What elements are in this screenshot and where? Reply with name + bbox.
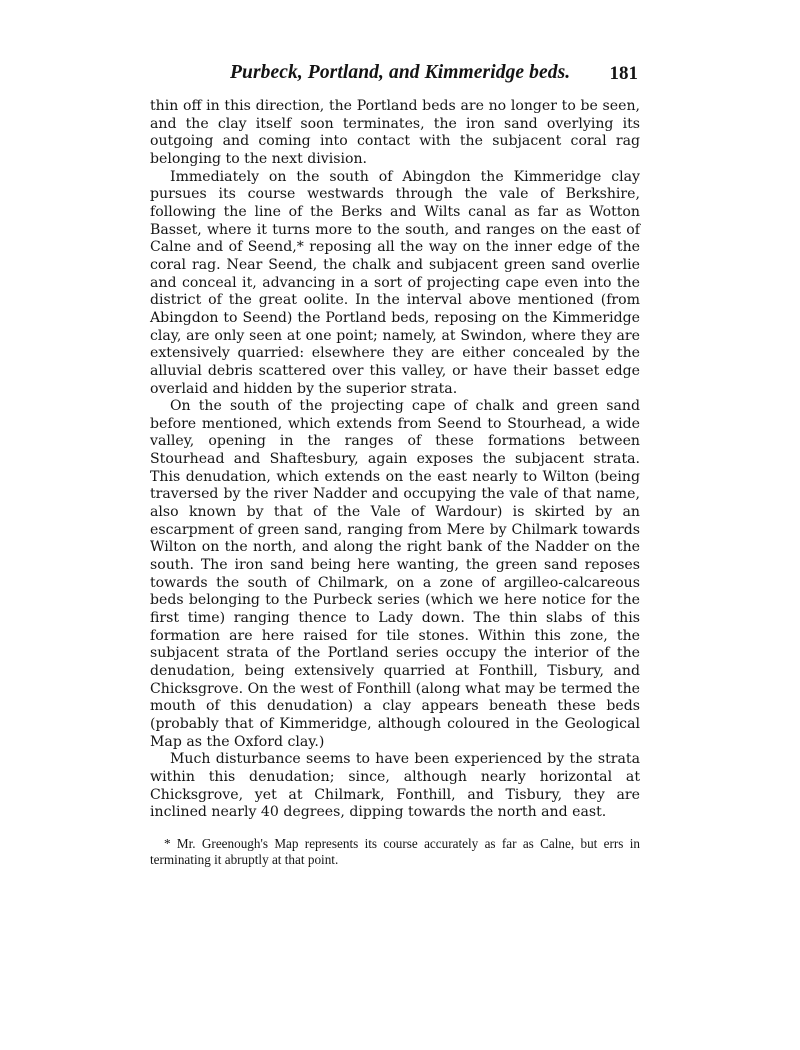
- page-number: 181: [609, 63, 638, 84]
- paragraph-denudation: On the south of the projecting cape of chalk and green sand before mentioned, which extends from Seend to Stourhead, a wide valley, opening in the ranges of these formations between Stourhead and Shaftesbury, again exposes the subjacent strata. This denudation, which extends on the east nearly to Wilton (being traversed by the river Nadder and occupying the vale of that name, also known by that of the Vale of Wardour) is skirted by an escarpment of green sand, ranging from Mere by Chilmark towards Wilton on the north, and along the right bank of the Nadder on the south. The iron sand being here wanting, the green sand reposes towards the south of Chilmark, on a zone of argilleo-calcareous beds belonging to the Purbeck series (which we here notice for the first time) ranging thence to Lady down. The thin slabs of this formation are here raised for tile stones. Within this zone, the subjacent strata of the Portland series occupy the interior of the denudation, being extensively quarried at Fonthill, Tisbury, and Chicksgrove. On the west of Fonthill (along what may be termed the mouth of this denudation) a clay appears beneath these beds (probably that of Kimmeridge, although coloured in the Geological Map as the Oxford clay.): [150, 398, 640, 750]
- running-title: Purbeck, Portland, and Kimmeridge beds.: [230, 62, 571, 83]
- paragraph-abingdon: [150, 169, 640, 399]
- page-header: [150, 60, 640, 94]
- footnote-reference: *: [296, 239, 304, 256]
- paragraph-abingdon-text: Immediately on the south of Abingdon the Kimmeridge clay pursues its course westwards through the vale of Berkshire, following the line of the Berks and Wilts canal as far as Wotton Basset, where it turns more to the south, and ranges on the east of Calne and of Seend,: [150, 168, 640, 256]
- book-page: [150, 60, 640, 881]
- body-text: [150, 98, 640, 822]
- footnote: * Mr. Greenough's Map represents its course accurately as far as Calne, but errs in terminating it abruptly at that point.: [150, 835, 640, 867]
- paragraph-abingdon-text-rest: reposing all the way on the inner edge of the coral rag. Near Seend, the chalk and subjacent green sand overlie and conceal it, advancing in a sort of projecting cape even into the district of the great oolite. In the interval above mentioned (from Abingdon to Seend) the Portland beds, reposing on the Kimmeridge clay, are only seen at one point; namely, at Swindon, where they are extensively quarried: elsewhere they are either concealed by the alluvial debris scattered over this valley, or have their basset edge overlaid and hidden by the superior strata.: [150, 239, 641, 397]
- paragraph-disturbance: Much disturbance seems to have been experienced by the strata within this denudation; since, although nearly horizontal at Chicksgrove, yet at Chilmark, Fonthill, and Tisbury, they are inclined nearly 40 degrees, dipping towards the north and east.: [150, 751, 640, 821]
- paragraph-continuation: thin off in this direction, the Portland beds are no longer to be seen, and the clay itself soon terminates, the iron sand overlying its outgoing and coming into contact with the subjacent coral rag belonging to the next division.: [150, 98, 640, 167]
